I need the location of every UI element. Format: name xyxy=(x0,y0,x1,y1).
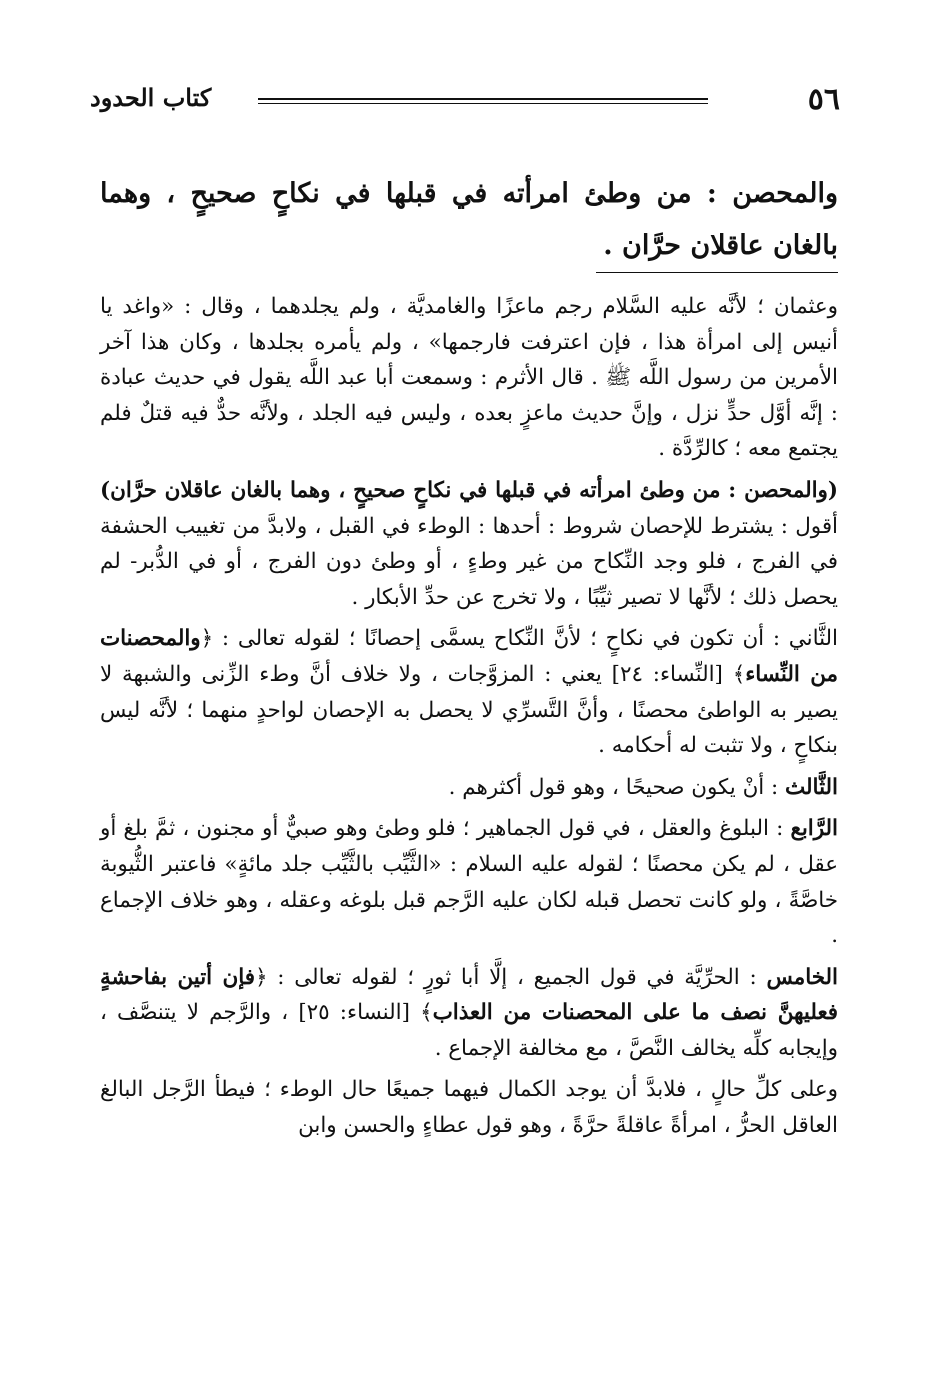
book-title: كتاب الحدود xyxy=(90,83,212,112)
quran-quote: والمحصنات من النِّساء xyxy=(100,626,838,687)
commentary-body xyxy=(100,289,838,1150)
paragraph-text: الثَّاني : أن تكون في نكاحٍ ؛ لأنَّ النِّكاح يسمَّى إحصانًا ؛ لقوله تعالى : ﴿ xyxy=(200,626,838,652)
page-number: ٥٦ xyxy=(807,82,840,117)
paragraph-4 xyxy=(100,770,838,806)
paragraph-5 xyxy=(100,811,838,953)
paragraph-text-continued: ﴾ [النساء: ٢٥] ، والرَّجم لا يتنصَّف ، وإيجابه كلِّه يخالف النَّصَّ ، مع مخالفة الإجماع . xyxy=(100,1000,838,1061)
paragraph-text: وعلى كلِّ حالٍ ، فلابدَّ أن يوجد الكمال فيهما جميعًا حال الوطء ؛ فيطأ الرَّجل البالغ العاقل الحرُّ ، امرأةً عاقلةً حرَّةً ، وهو قول عطاءٍ والحسن وابن xyxy=(100,1077,838,1139)
paragraph-lead: الرَّابع xyxy=(790,816,838,842)
paragraph-lead: الخامس xyxy=(766,964,838,990)
paragraph-text: : الحرِّيَّة في قول الجميع ، إلَّا أبا ثورٍ ؛ لقوله تعالى : ﴿ xyxy=(254,964,767,990)
paragraph-2 xyxy=(100,473,838,615)
paragraph-1 xyxy=(100,289,838,467)
paragraph-text: : أنْ يكون صحيحًا ، وهو قول أكثرهم . xyxy=(448,774,786,800)
paragraph-6 xyxy=(100,960,838,1067)
paragraph-3 xyxy=(100,621,838,763)
paragraph-lead: الثَّالث xyxy=(785,774,838,800)
paragraph-text: وعثمان ؛ لأنَّه عليه السَّلام رجم ماعزًا والغامديَّة ، ولم يجلدهما ، وقال : «واغد يا أنيس إلى امرأة هذا ، فإن اعترفت فارجمها» ، ولم يأمره بجلدها ، وكان هذا آخر الأمرين من رسول اللَّه ﷺ . قال الأثرم : وسمعت أبا عبد اللَّه يقول في حديث عبادة : إنَّه أوَّل حدٍّ نزل ، وإنَّ حديث ماعزٍ بعده ، وليس فيه الجلد ، ولأنَّه حدٌّ فيه قتلٌ فلم يجتمع معه ؛ كالرِّدَّة . xyxy=(100,294,838,462)
paragraph-text: أقول : يشترط للإحصان شروط : أحدها : الوطء في القبل ، ولابدَّ من تغييب الحشفة في الفرج ، فلو وجد النِّكاح من غير وطءٍ ، أو وطئ دون الفرج ، أو في الدُّبر- لم يحصل ذلك ؛ لأنَّها لا تصير ثيِّبًا ، ولا تخرج عن حدِّ الأبكار . xyxy=(100,513,838,610)
page-header xyxy=(0,0,950,130)
quran-quote: فإن أتين بفاحشةٍ فعليهنَّ نصف ما على المحصنات من العذاب xyxy=(100,964,838,1026)
header-rule xyxy=(258,98,708,100)
paragraph-7 xyxy=(100,1072,838,1143)
matn-text: والمحصن : من وطئ امرأته في قبلها في نكاحٍ صحيحٍ ، وهما بالغان عاقلان حرَّان . xyxy=(100,178,838,261)
paragraph-text-continued: ﴾ [النِّساء: ٢٤] يعني : المزوَّجات ، ولا خلاف أنَّ وطء الزِّنى والشبهة لا يصير به الواطئ محصنًا ، وأنَّ التَّسرِّي لا يحصل به الإحصان لواحدٍ منهما ؛ لأنَّه ليس بنكاحٍ ، ولا تثبت له أحكامه . xyxy=(100,661,838,759)
matn-separator-rule xyxy=(596,272,838,273)
paragraph-lead: (والمحصن : من وطئ امرأته في قبلها في نكاحٍ صحيحٍ ، وهما بالغان عاقلان حرَّان) xyxy=(100,477,838,503)
paragraph-text: : البلوغ والعقل ، في قول الجماهير ؛ فلو وطئ وهو صبيٌّ أو مجنون ، ثمَّ بلغ أو عقل ، لم يكن محصنًا ؛ لقوله عليه السلام : «الثَّيِّب بالثَّيِّب جلد مائةٍ» فاعتبر الثُّيوبة خاصَّةً ، ولو كانت تحصل قبله لكان عليه الرَّجم قبل بلوغه وعقله ، وهو خلاف الإجماع . xyxy=(100,816,838,949)
